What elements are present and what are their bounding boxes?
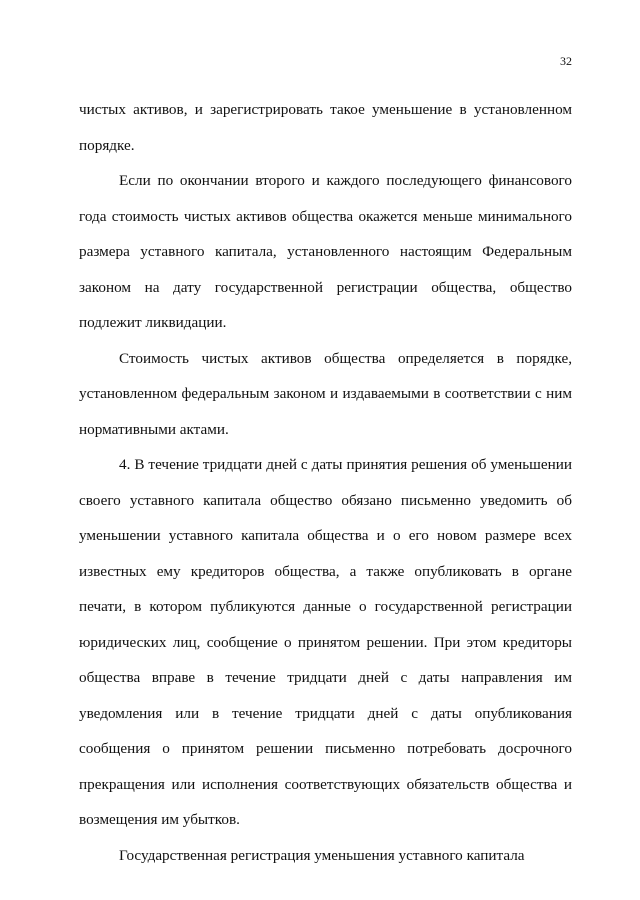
paragraph-liquidation: Если по окончании второго и каждого последующего финансового года стоимость чистых активов общества окажется меньше минимального размера уставного капитала, установленного настоящим Федеральным законом на дату государственной регистрации общества, общество подлежит ликвидации.	[79, 172, 572, 331]
paragraph-item-4: 4. В течение тридцати дней с даты принятия решения об уменьшении своего уставного капитала общество обязано письменно уведомить об уменьшении уставного капитала общества и о его новом размере всех известных ему кредиторов общества, а также опубликовать в органе печати, в котором публикуются данные о государственной регистрации юридических лиц, сообщение о принятом решении. При этом кредиторы общества вправе в течение тридцати дней с даты направления им уведомления или в течение тридцати дней с даты опубликования сообщения о принятом решении письменно потребовать досрочного прекращения или исполнения соответствующих обязательств общества и возмещения им убытков.	[79, 456, 572, 828]
paragraph-net-assets: Стоимость чистых активов общества определяется в порядке, установленном федеральным законом и издаваемыми в соответствии с ним нормативными актами.	[79, 349, 572, 438]
page-number: 32	[560, 54, 572, 68]
paragraph-registration: Государственная регистрация уменьшения уставного капитала	[119, 846, 525, 864]
document-body	[79, 92, 572, 873]
paragraph-continuation: чистых активов, и зарегистрировать такое уменьшение в установленном порядке.	[79, 101, 572, 154]
